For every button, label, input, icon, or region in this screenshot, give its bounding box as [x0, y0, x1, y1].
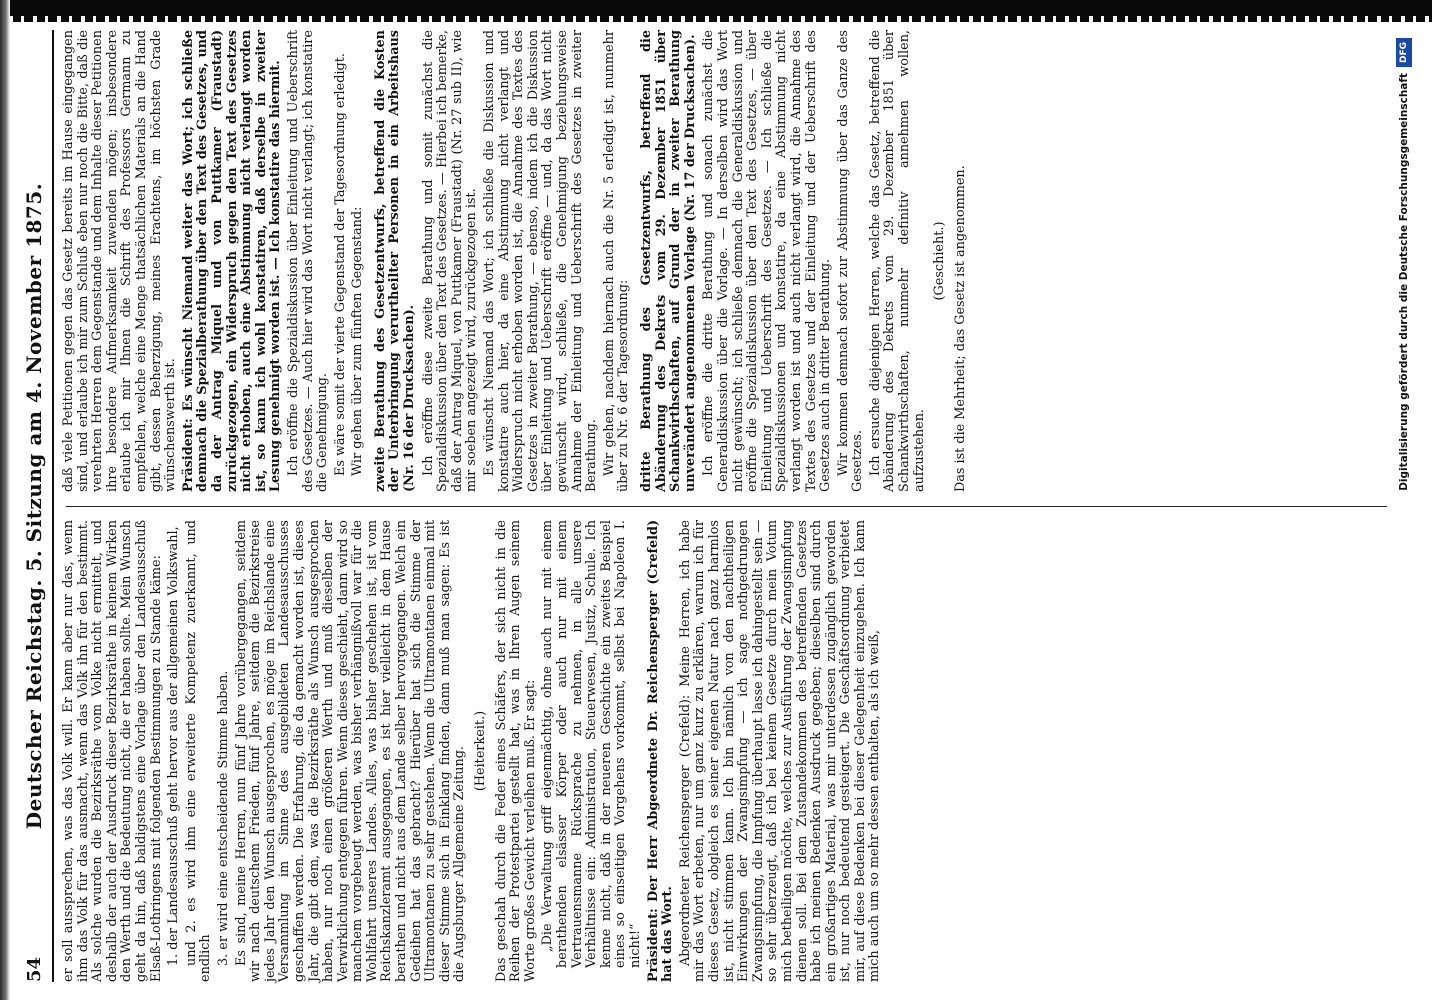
paragraph: Es wäre somit der vierte Gegenstand der Tagesordnung erledigt. — [332, 53, 348, 476]
paragraph: Das ist die Mehrheit; das Gesetz ist angenommen. — [952, 165, 968, 492]
paragraph: Präsident: Es wünscht Niemand weiter das Wort; ich schließe demnach die Spezialberathung über den Text des Gesetzes, und da der Antrag Miquel und von Puttkamer (Fraustadt) zurückgezogen, ein Widerspruch gegen den Text des Gesetzes nicht erhoben, auch eine Abstimmung nicht verlangt worden ist, so kann ich wohl konstatiren, daß derselbe in zweiter Lesung genehmigt worden ist. — Ich konstatire das hiermit. — [180, 30, 284, 492]
page-header — [18, 30, 54, 982]
scan-top-border — [0, 0, 1432, 16]
paragraph: Ich eröffne die dritte Berathung und sonach zunächst die Generaldiskussion über die Vorlage. — In derselben wird das Wort nicht gewünscht; ich schließe demnach die Generaldiskussion und eröffne die Spezialdiskussion über den Text des Gesetzes, — über Einleitung und Ueberschrift des Gesetzes. — Ich schließe die Spezialdiskussionen und konstatire, da eine Abstimmung nicht verlangt worden ist und auch nicht verlangt wird, die Annahme des Textes des Gesetzes und der Einleitung und der Ueberschrift des Gesetzes auch in dritter Berathung. — [701, 30, 834, 492]
rotated-document-page — [14, 16, 1399, 996]
paragraph: Präsident: Der Herr Abgeordnete Dr. Reichensperger (Crefeld) hat das Wort. — [645, 520, 676, 982]
dfg-logo: DFG — [1396, 38, 1412, 67]
paragraph: und 2. es wird ihm eine erweiterte Kompetenz zuerkannt, und endlich — [183, 520, 214, 982]
paragraph: (Geschieht.) — [932, 221, 948, 301]
paragraph: Abgeordneter Reichensperger (Crefeld): Meine Herren, ich habe mir das Wort erbeten, nur um ganz kurz zu erklären, warum ich für dieses Gesetz, obgleich es seiner eigenen Natur nach ganz harmlos ist, nicht stimmen kann. Ich bin nämlich von den nachtheiligen Einwirkungen der Zwangsimpfung — ich sage nothgedrungen Zwangsimpfung, die Impfung überhaupt lasse ich dahingestellt sein — so sehr überzeugt, daß ich bei keinem Gesetze durch mein Votum mich betheiligen möchte, welches zur Ausführung der Zwangsimpfung dienen soll. Bei dem Zustandekommen des betreffenden Gesetzes habe ich meinen Bedenken Ausdruck gegeben; dieselben sind durch ein großartiges Material, was mir unterdessen zugänglich geworden ist, nur noch bedeutend gesteigert. Die Geschäftsordnung verbietet mir, auf diese Bedenken bei dieser Gelegenheit einzugehen. Ich kann mich auch um so mehr dessen enthalten, als ich weiß, — [677, 520, 883, 982]
scan-left-shadow — [0, 0, 10, 1000]
paragraph: „Die Verwaltung griff eigenmächtig, ohne auch nur mit einem berathenden elsässer Körper oder auch nur mit einem Vertrauensmanne Rücksprache zu nehmen, in alle unsere Verhältnisse ein: Administration, Steuerwesen, Justiz, Schule. Ich kenne nicht, daß in der neueren Geschichte ein zweites Beispiel eines so einseitigen Vorgehens vorkommt, selbst bei Napoleon I. nicht!“ — [540, 520, 643, 968]
paragraph: Wir kommen demnach sofort zur Abstimmung über das Ganze des Gesetzes. — [835, 30, 866, 492]
paragraph: 3. er wird eine entscheidende Stimme haben. — [215, 670, 231, 966]
digitization-notice — [1390, 16, 1418, 996]
paragraph: Ich ersuche diejenigen Herren, welche das Gesetz, betreffend die Abänderung des Dekrets vom 29. Dezember 1851 über Schankwirthschaften, nunmehr definitiv annehmen wollen, aufzustehen. — [867, 30, 927, 492]
running-title: Deutscher Reichstag. 5. Sitzung am 4. November 1875. — [22, 182, 46, 830]
digitization-notice-text: Digitalisierung gefördert durch die Deutsche Forschungsgemeinschaft — [1398, 73, 1410, 491]
text-column-right — [61, 30, 968, 492]
paragraph: zweite Berathung des Gesetzentwurfs, betreffend die Kosten der Unterbringung verurtheilter Personen in ein Arbeitshaus (Nr. 16 der Drucksachen). — [372, 30, 418, 492]
paragraph: dritte Berathung des Gesetzentwurfs, betreffend die Abänderung des Dekrets vom 29. Dezember 1851 über Schankwirthschaften, auf Grund der in zweiter Berathung unverändert angenommenen Vorlage (Nr. 17 der Drucksachen). — [638, 30, 698, 492]
paragraph: Ich eröffne diese zweite Berathung und somit zunächst die Spezialdiskussion über den Text des Gesetzes. — Hierbei ich bemerke, daß der Antrag Miquel, von Puttkamer (Fraustadt) (Nr. 27 sub II), wie mir soeben angezeigt wird, zurückgezogen ist. — [420, 30, 480, 492]
text-column-left — [61, 520, 883, 982]
paragraph: daß viele Petitionen gegen das Gesetz bereits im Hause eingegangen sind, und erlaube ich mir zum Schluß eben nur noch die Bitte, daß die verehrten Herren dem Gegenstande und dem Inhalte dieser Petitionen ihre besondere Aufmerksamkeit zuwenden mögen; insbesondere erlaube ich mir Ihnen die Schrift des Professors Germann zu empfehlen, welche eine Menge thatsächlichen Materials an die Hand gibt, dessen Beherzigung, meines Erachtens, im höchsten Grade wünschenswerth ist. — [61, 30, 179, 492]
paragraph: Es wünscht Niemand das Wort; ich schließe die Diskussion und konstatire auch hier, da eine Abstimmung nicht verlangt und Widerspruch nicht erhoben worden ist, die Annahme des Textes des Gesetzes in zweiter Berathung, — ebenso, indem ich die Diskussion über Einleitung und Ueberschrift eröffne — und, da das Wort nicht gewünscht wird, schließe, die Genehmigung beziehungsweise Annahme der Einleitung und Ueberschrift des Gesetzes in zweiter Berathung. — [482, 30, 600, 492]
paragraph: Wir gehen über zum fünften Gegenstand: — [350, 206, 366, 476]
paragraph: er soll aussprechen, was das Volk will. Er kann aber nur das, wenn ihm das Volk für das ausmacht, wenn das Volk ihn für den bestimmt. Als solche wurden die Bezirksräthe vom Volke nicht ermittelt, und deshalb der auch der Ausdruck dieser Bezirksräthe in keinem Wirken den Werth und die Bedeutung nicht, die er haben sollte. Mein Wunsch geht da hin, daß baldigstens eine Vorlage über den Landesausschuß Elsaß-Lothringens mit folgenden Bestimmungen zu Stande käme: — [61, 520, 164, 982]
column-divider — [66, 506, 1387, 507]
paragraph: Es sind, meine Herren, nun fünf Jahre vorübergegangen, seitdem wir nach deutschem Frieden, fünf Jahre, seitdem die Bezirkstreise jedes Jahr den Wunsch ausgesprochen, es möge im Reichslande eine Versammlung im Sinne des ausgebildeten Landesausschusses geschaffen werden. Die Erfahrung, die da gemacht worden ist, dieses Jahr, die gibt dem, was die Bezirksräthe als Wunsch ausgesprochen haben, nur noch einen größeren Werth und muß dieselben der Verwirklichung entgegen führen. Wenn dieses geschieht, dann wird so manchem vorgebeugt werden, was bisher verhängnißvoll war für die Wohlfahrt unseres Landes. Alles, was bisher geschehen ist, ist vom Reichskanzleramt ausgegangen, es ist hier vielleicht in dem Hause berathen und nicht aus dem Lande selber hervorgegangen. Welch ein Gedeihen hat das gebracht? Hierüber hat sich die Stimme der Ultramontanen zu sehr gestehen. Wenn die Ultramontanen einmal mit dieser Stimme sich in Einklang finden, dann muß man sagen: Es ist die Augsburger Allgemeine Zeitung. — [233, 520, 468, 982]
paragraph: Das geschah durch die Feder eines Schäfers, der sich nicht in die Reihen der Protestpartei gestellt hat, was in Ihren Augen seinem Worte großes Gewicht verleihen muß. Er sagt: — [493, 520, 538, 982]
page-number: 54 — [24, 956, 45, 982]
paragraph: (Heiterkeit.) — [473, 710, 489, 792]
paragraph: 1. der Landesausschuß geht hervor aus der allgemeinen Volkswahl, — [166, 526, 182, 966]
paragraph: Ich eröffne die Spezialdiskussion über Einleitung und Ueberschrift des Gesetzes. — Auch hier wird das Wort nicht verlangt; ich konstatire die Genehmigung. — [285, 30, 331, 492]
paragraph: Wir gehen, nachdem hiernach auch die Nr. 5 erledigt ist, nunmehr über zu Nr. 6 der Tagesordnung: — [601, 30, 632, 492]
